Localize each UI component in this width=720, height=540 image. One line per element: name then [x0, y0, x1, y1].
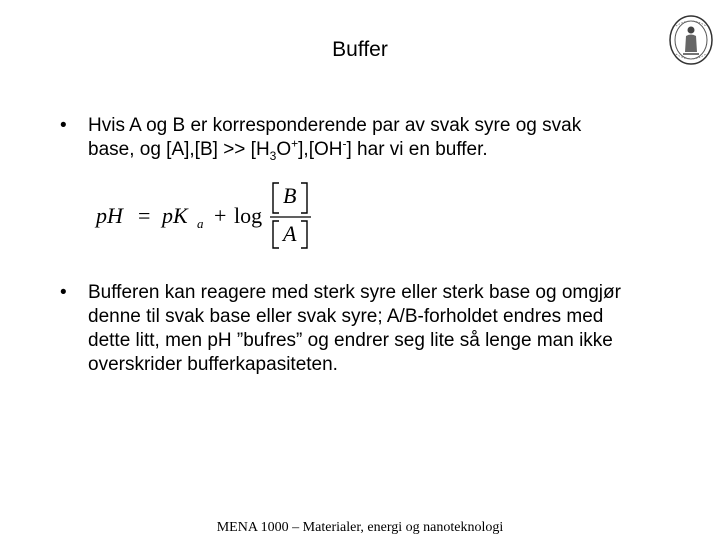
text-segment: ],[OH — [298, 139, 343, 160]
formula-equals: = — [138, 203, 151, 228]
formula-plus: + — [214, 203, 227, 228]
formula-numerator-b: B — [283, 183, 297, 208]
bullet-1 — [60, 114, 660, 164]
bullet-dot: • — [60, 115, 67, 136]
formula-denominator-a: A — [283, 221, 297, 246]
text-segment: ] har vi en buffer. — [346, 139, 488, 160]
bullet-1-line-1: Hvis A og B er korresponderende par av svak syre og svak — [88, 115, 582, 136]
text-segment: O — [276, 139, 292, 160]
henderson-hasselbalch-formula — [92, 178, 322, 252]
bullet-1-text — [88, 114, 668, 162]
bullet-2-line-4: overskrider bufferkapasiteten. — [88, 354, 338, 375]
bullet-1-line-2 — [88, 138, 668, 162]
superscript-minus: - — [342, 136, 347, 151]
bullet-2-line-3: dette litt, men pH ”bufres” og endrer seg lite så lenge man ikke — [88, 330, 613, 351]
formula-ph: pH — [96, 203, 123, 228]
bullet-dot: • — [60, 282, 67, 303]
formula-log: log — [234, 203, 263, 228]
university-seal-icon — [668, 14, 714, 66]
slide-title: Buffer — [332, 38, 388, 61]
superscript-plus: + — [291, 136, 299, 151]
bullet-2-line-1: Bufferen kan reagere med sterk syre eller sterk base og omgjør — [88, 282, 621, 303]
text-segment: base, og [A],[B] >> [H — [88, 139, 270, 160]
subscript-3: 3 — [269, 148, 277, 163]
bullet-2-line-2: denne til svak base eller svak syre; A/B-forholdet endres med — [88, 306, 604, 327]
slide-footer: MENA 1000 – Materialer, energi og nanoteknologi — [216, 520, 504, 535]
formula-subscript-a: a — [197, 216, 204, 231]
bullet-2-text — [88, 281, 668, 377]
bullet-2 — [60, 281, 660, 381]
formula-pk: pK — [162, 203, 188, 228]
